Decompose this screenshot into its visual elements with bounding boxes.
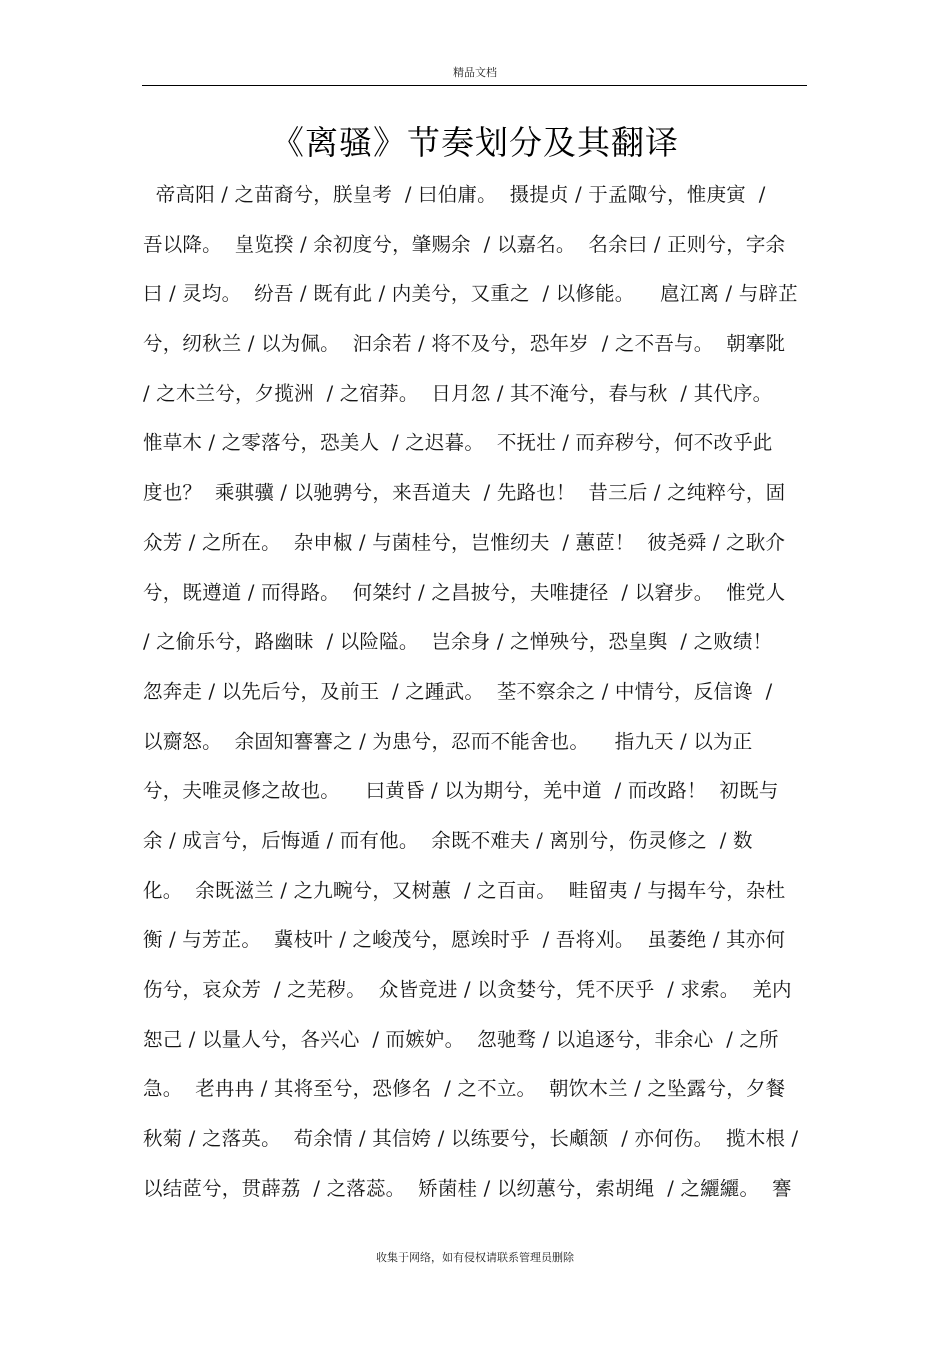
body-line: 兮，纫秋兰 / 以为佩。 汩余若 / 将不及兮，恐年岁 / 之不吾与。 朝搴阰 bbox=[143, 332, 786, 356]
body-line: / 之木兰兮，夕揽洲 / 之宿莽。 日月忽 / 其不淹兮，春与秋 / 其代序。 bbox=[143, 381, 773, 405]
body-line: 化。 余既滋兰 / 之九畹兮，又树蕙 / 之百亩。 畦留夷 / 与揭车兮，杂杜 bbox=[143, 878, 786, 902]
body-line: 恕己 / 以量人兮，各兴心 / 而嫉妒。 忽驰骛 / 以追逐兮，非余心 / 之所 bbox=[143, 1027, 779, 1051]
body-line: 秋菊 / 之落英。 苟余情 / 其信姱 / 以练要兮，长顑颔 / 亦何伤。 揽木根 / bbox=[143, 1127, 799, 1151]
body-line: 曰 / 灵均。 纷吾 / 既有此 / 内美兮，又重之 / 以修能。 扈江离 / 与辟芷 bbox=[143, 282, 798, 306]
body-line: 急。 老冉冉 / 其将至兮，恐修名 / 之不立。 朝饮木兰 / 之坠露兮，夕餐 bbox=[143, 1077, 786, 1101]
body-line: 兮，夫唯灵修之故也。 曰黄昏 / 以为期兮，羌中道 / 而改路！ 初既与 bbox=[143, 779, 779, 803]
body-line: 以结茝兮，贯薜荔 / 之落蕊。 矫菌桂 / 以纫蕙兮，索胡绳 / 之纚纚。 謇 bbox=[143, 1176, 792, 1200]
body-line: 众芳 / 之所在。 杂申椒 / 与菌桂兮，岂惟纫夫 / 蕙茝！ 彼尧舜 / 之耿介 bbox=[143, 530, 786, 554]
header-divider bbox=[142, 85, 807, 86]
document-body bbox=[143, 170, 813, 1213]
page-header-label: 精品文档 bbox=[453, 66, 497, 79]
body-line: 忽奔走 / 以先后兮，及前王 / 之踵武。 荃不察余之 / 中情兮，反信谗 / bbox=[143, 679, 773, 703]
body-line: 衡 / 与芳芷。 冀枝叶 / 之峻茂兮，愿竢时乎 / 吾将刈。 虽萎绝 / 其亦何 bbox=[143, 928, 786, 952]
body-line: 余 / 成言兮，后悔遁 / 而有他。 余既不难夫 / 离别兮，伤灵修之 / 数 bbox=[143, 828, 753, 852]
body-line: 帝高阳 / 之苗裔兮，朕皇考 / 曰伯庸。 摄提贞 / 于孟陬兮，惟庚寅 / bbox=[143, 183, 766, 206]
body-line: 惟草木 / 之零落兮，恐美人 / 之迟暮。 不抚壮 / 而弃秽兮，何不改乎此 bbox=[143, 431, 773, 455]
body-line: 以齌怒。 余固知謇謇之 / 为患兮，忍而不能舍也。 指九天 / 以为正 bbox=[143, 729, 753, 753]
body-line: 度也？ 乘骐骥 / 以驰骋兮，来吾道夫 / 先路也！ 昔三后 / 之纯粹兮，固 bbox=[143, 481, 786, 505]
page-footer-label: 收集于网络，如有侵权请联系管理员删除 bbox=[376, 1251, 574, 1264]
body-line: 兮，既遵道 / 而得路。 何桀纣 / 之昌披兮，夫唯捷径 / 以窘步。 惟党人 bbox=[143, 580, 786, 604]
body-line: / 之偷乐兮，路幽昧 / 以险隘。 岂余身 / 之惮殃兮，恐皇舆 / 之败绩！ bbox=[143, 630, 773, 654]
body-line: 吾以降。 皇览揆 / 余初度兮，肇赐余 / 以嘉名。 名余曰 / 正则兮，字余 bbox=[143, 232, 786, 256]
document-title: 《离骚》节奏划分及其翻译 bbox=[271, 123, 679, 162]
body-line: 伤兮，哀众芳 / 之芜秽。 众皆竞进 / 以贪婪兮，凭不厌乎 / 求索。 羌内 bbox=[143, 978, 792, 1001]
